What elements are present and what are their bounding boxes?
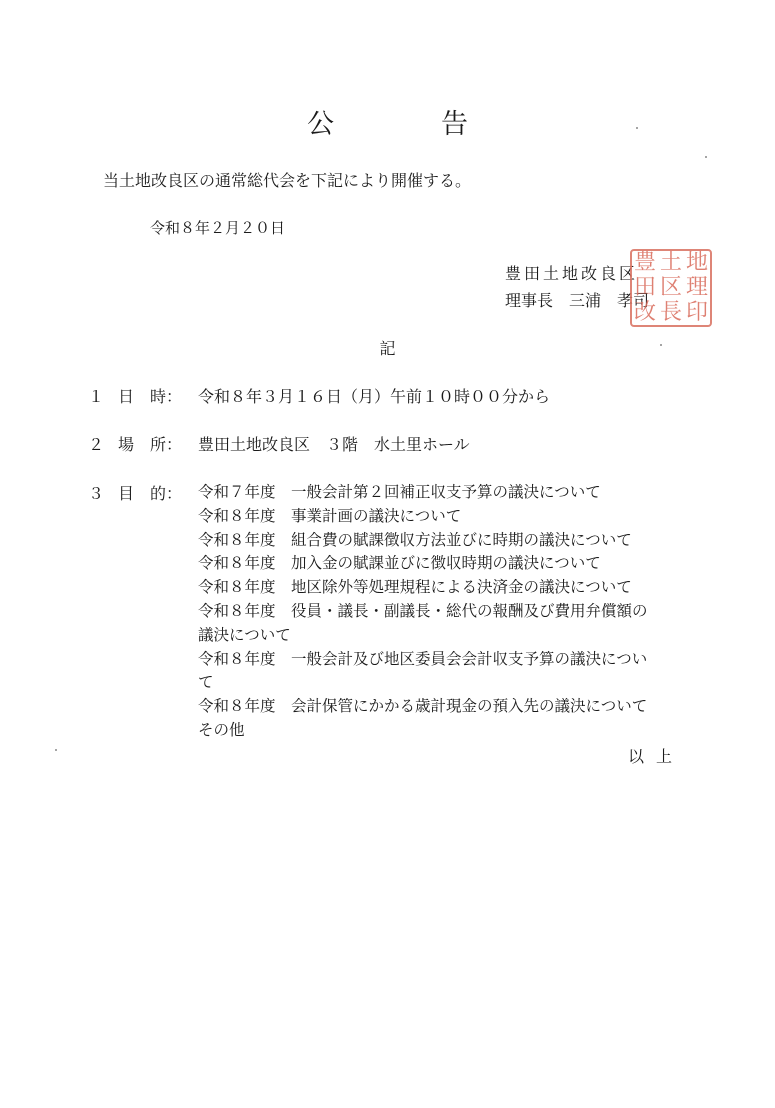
- scan-speck: [636, 127, 638, 129]
- purpose-line: 議決について: [198, 625, 291, 644]
- seal-char: 豊: [633, 250, 656, 276]
- official-seal: [630, 249, 712, 327]
- purpose-line: 令和８年度 加入金の賦課並びに徴収時期の議決について: [198, 554, 601, 573]
- item-value-datetime: 令和８年３月１６日（月）午前１０時００分から: [198, 387, 551, 406]
- seal-char: 改: [633, 299, 656, 325]
- item-number: ２: [88, 435, 105, 454]
- purpose-line: 令和８年度 会計保管にかかる歳計現金の預入先の議決について: [198, 697, 648, 716]
- item-label-place: 場 所：: [118, 435, 183, 454]
- purpose-line: 令和８年度 事業計画の議決について: [198, 506, 462, 525]
- notice-title: 公 告: [307, 109, 508, 140]
- scan-speck: [660, 344, 662, 346]
- ki-heading: 記: [379, 339, 396, 358]
- purpose-line: その他: [198, 720, 245, 739]
- seal-char: 地: [685, 250, 708, 276]
- seal-char: 長: [659, 299, 682, 325]
- representative-name: 理事長 三浦 孝司: [505, 291, 650, 310]
- seal-char: 区: [659, 274, 682, 300]
- closing-mark: 以上: [628, 747, 685, 766]
- item-label-datetime: 日 時：: [118, 387, 183, 406]
- organization-name: 豊田土地改良区: [505, 264, 639, 283]
- seal-char: 田: [633, 274, 656, 300]
- purpose-line: 令和８年度 一般会計及び地区委員会会計収支予算の議決につい: [198, 649, 648, 668]
- purpose-list: [198, 481, 648, 743]
- seal-char: 印: [685, 299, 708, 325]
- notice-date: 令和８年２月２０日: [150, 219, 286, 237]
- item-number: １: [88, 387, 105, 406]
- scan-speck: [55, 749, 57, 751]
- seal-char: 理: [685, 274, 708, 300]
- purpose-line: 令和７年度 一般会計第２回補正収支予算の議決について: [198, 483, 601, 501]
- purpose-line: 令和８年度 組合費の賦課徴収方法並びに時期の議決について: [198, 530, 632, 549]
- item-value-place: 豊田土地改良区 ３階 水土里ホール: [198, 435, 470, 454]
- item-label-purpose: 目 的：: [118, 484, 183, 503]
- item-number: ３: [88, 484, 105, 503]
- notice-intro: 当土地改良区の通常総代会を下記により開催する。: [103, 171, 472, 190]
- purpose-line: て: [198, 673, 214, 692]
- seal-char: 土: [659, 250, 682, 276]
- purpose-line: 令和８年度 地区除外等処理規程による決済金の議決について: [198, 578, 632, 597]
- scan-speck: [705, 156, 707, 158]
- purpose-line: 令和８年度 役員・議長・副議長・総代の報酬及び費用弁償額の: [198, 601, 648, 620]
